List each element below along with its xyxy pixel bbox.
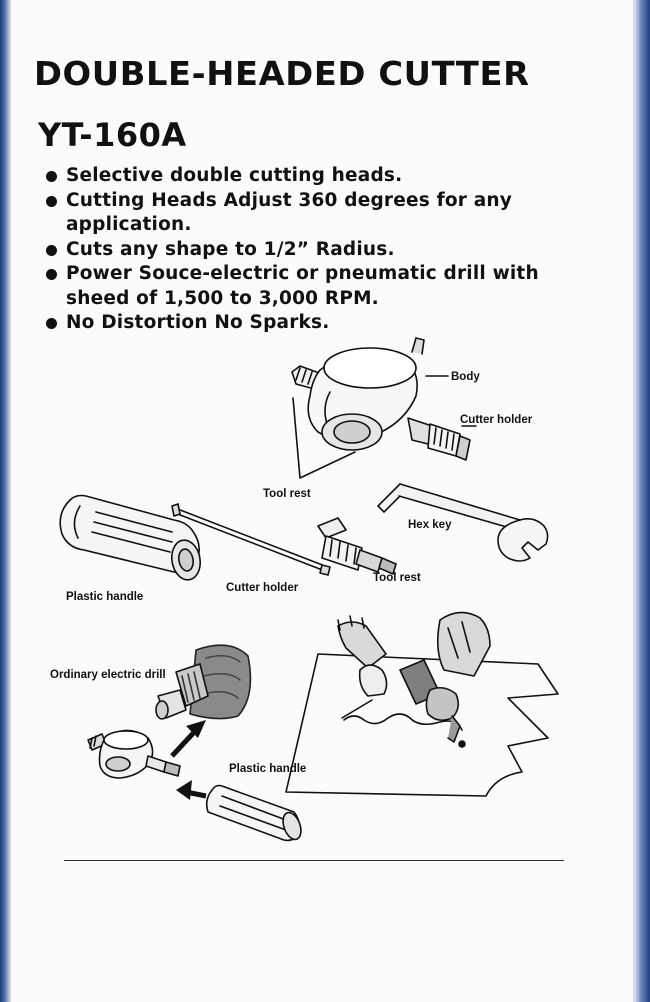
assembled-cutter-illustration — [88, 730, 180, 778]
feature-text: Power Souce-electric or pneumatic drill with — [66, 263, 539, 284]
label-cutter-holder-top: Cutter holder — [460, 414, 533, 426]
label-tool-rest-mid: Tool rest — [373, 572, 421, 584]
electric-drill-illustration — [156, 645, 250, 719]
plastic-handle-illustration — [60, 496, 203, 583]
feature-text: application. — [66, 214, 192, 235]
cutting-scene-illustration — [286, 612, 558, 796]
arrow-icon — [172, 720, 206, 756]
feature-text: sheed of 1,500 to 3,000 RPM. — [66, 287, 379, 309]
feature-text: Cutting Heads Adjust 360 degrees for any — [66, 189, 513, 211]
label-body: Body — [451, 371, 480, 383]
label-plastic-handle-bottom: Plastic handle — [229, 763, 307, 775]
label-hex-key: Hex key — [408, 519, 452, 531]
hex-key-illustration — [378, 484, 548, 561]
plastic-handle-small-illustration — [207, 786, 305, 842]
label-ordinary-drill: Ordinary electric drill — [50, 669, 166, 681]
product-title: DOUBLE-HEADED CUTTER — [34, 54, 530, 93]
model-number: YT-160A — [38, 116, 187, 154]
feature-text: Cuts any shape to 1/2” Radius. — [66, 238, 395, 260]
arrow-icon — [176, 780, 206, 800]
feature-text: No Distortion No Sparks. — [66, 312, 330, 333]
divider-line — [64, 860, 564, 861]
label-plastic-handle-mid: Plastic handle — [66, 591, 144, 603]
label-cutter-holder-mid: Cutter holder — [226, 582, 299, 594]
tool-rest-illustration — [318, 518, 396, 574]
label-tool-rest-top: Tool rest — [263, 488, 311, 500]
feature-text: Selective double cutting heads. — [66, 165, 403, 186]
cutter-body-illustration — [292, 338, 476, 478]
